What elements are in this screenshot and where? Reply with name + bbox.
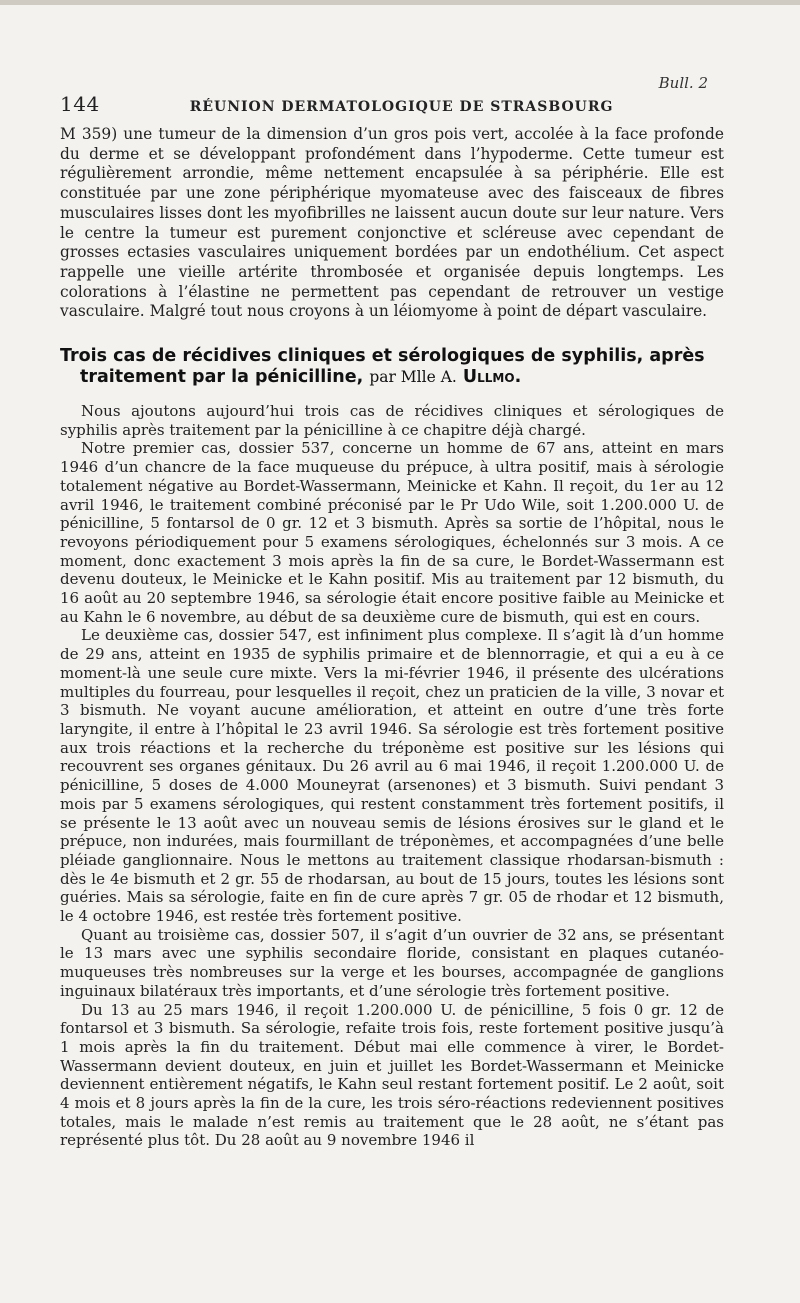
page-content bbox=[60, 125, 724, 1150]
top-paragraph: M 359) une tumeur de la dimension d’un gros pois vert, accolée à la face profonde du derme et se développant profondément dans l’hypoderme. Cette tumeur est régulièrement arrondie, même nettement encapsulée à sa périphérie. Elle est constituée par une zone périphérique myomateuse avec des faisceaux de fibres musculaires lisses dont les myofibrilles ne laissent aucun doute sur leur nature. Vers le centre la tumeur est purement conjonctive et scléreuse avec cependant de grosses ectasies vasculaires uniquement bordées par un endothélium. Cet aspect rappelle une vieille artérite thrombosée et organisée depuis longtemps. Les colorations à l’élastine ne permettent pas cependant de retrouver un vestige vasculaire. Malgré tout nous croyons à un léiomyome à point de départ vasculaire. bbox=[60, 125, 724, 321]
body-paragraph: Nous ajoutons aujourd’hui trois cas de récidives cliniques et sérologiques de syphilis après traitement par la pénicilline à ce chapitre déjà chargé. bbox=[60, 402, 724, 439]
bulletin-label: Bull. 2 bbox=[658, 74, 708, 92]
article-byline: par Mlle A. bbox=[369, 368, 457, 387]
article-author: Ullmo. bbox=[462, 367, 522, 388]
page-number: 144 bbox=[60, 92, 100, 116]
body-paragraph: Le deuxième cas, dossier 547, est infiniment plus complexe. Il s’agit là d’un homme de 29 ans, atteint en 1935 de syphilis primaire et de blennorragie, et qui a eu à ce moment-là une seule cure mixte. Vers la mi-février 1946, il présente des ulcérations multiples du fourreau, pour lesquelles il reçoit, chez un praticien de la ville, 3 novar et 3 bismuth. Ne voyant aucune amélioration, et atteint en outre d’une très forte laryngite, il entre à l’hôpital le 23 avril 1946. Sa sérologie est très fortement positive aux trois réactions et la recherche du tréponème est positive sur les lésions qui recouvrent ses organes génitaux. Du 26 avril au 6 mai 1946, il reçoit 1.200.000 U. de pénicilline, 5 doses de 4.000 Mouneyrat (arsenones) et 3 bismuth. Suivi pendant 3 mois par 5 examens sérologiques, qui restent constamment très fortement positifs, il se présente le 13 août avec un nouveau semis de lésions érosives sur le gland et le prépuce, non indurées, mais fourmillant de tréponèmes, et accompagnées d’une belle pléiade ganglionnaire. Nous le mettons au traitement classique rhodarsan-bismuth : dès le 4e bismuth et 2 gr. 55 de rhodarsan, au bout de 15 jours, toutes les lésions sont guéries. Mais sa sérologie, faite en fin de cure après 7 gr. 05 de rhodar et 12 bismuth, le 4 octobre 1946, est restée très fortement positive. bbox=[60, 626, 724, 926]
body-paragraph: Du 13 au 25 mars 1946, il reçoit 1.200.000 U. de pénicilline, 5 fois 0 gr. 12 de fontarsol et 3 bismuth. Sa sérologie, refaite trois fois, reste fortement positive jusqu’à 1 mois après la fin du traitement. Début mai elle commence à virer, le Bordet-Wassermann devient douteux, en juin et juillet les Bordet-Wassermann et Meinicke deviennent entièrement négatifs, le Kahn seul restant fortement positif. Le 2 août, soit 4 mois et 8 jours après la fin de la cure, les trois séro-réactions redeviennent positives totales, mais le malade n’est remis au traitement que le 28 août, ne s’étant pas représenté plus tôt. Du 28 août au 9 novembre 1946 il bbox=[60, 1000, 724, 1150]
page-top-edge bbox=[0, 0, 800, 5]
running-title: RÉUNION DERMATOLOGIQUE DE STRASBOURG bbox=[189, 99, 614, 115]
body-paragraph: Notre premier cas, dossier 537, concerne un homme de 67 ans, atteint en mars 1946 d’un chancre de la face muqueuse du prépuce, à ultra positif, mais à sérologie totalement négative au Bordet-Wassermann, Meinicke et Kahn. Il reçoit, du 1er au 12 avril 1946, le traitement combiné préconisé par le Pr Udo Wile, soit 1.200.000 U. de pénicilline, 5 fontarsol de 0 gr. 12 et 3 bismuth. Après sa sortie de l’hôpital, nous le revoyons périodiquement pour 5 examens sérologiques, échelonnés sur 3 mois. A ce moment, donc exactement 3 mois après la fin de sa cure, le Bordet-Wassermann est devenu douteux, le Meinicke et le Kahn positif. Mis au traitement par 12 bismuth, du 16 août au 20 septembre 1946, sa sérologie était encore positive faible au Meinicke et au Kahn le 6 novembre, au début de sa deuxième cure de bismuth, qui est en cours. bbox=[60, 439, 724, 626]
article-title bbox=[60, 346, 724, 388]
article-title-line-2: traitement par la pénicilline, par Mlle A. Ullmo. bbox=[80, 367, 522, 388]
body-paragraph: Quant au troisième cas, dossier 507, il s’agit d’un ouvrier de 32 ans, se présentant le 13 mars avec une syphilis secondaire floride, consistant en plaques cutanéo-muqueuses très nombreuses sur la verge et les bourses, accompagnée de ganglions inguinaux bilatéraux très importants, et d’une sérologie très fortement positive. bbox=[60, 925, 724, 1000]
previous-article-end bbox=[60, 125, 724, 322]
running-header bbox=[60, 92, 720, 116]
article-body bbox=[60, 402, 724, 1150]
article-title-line-1: Trois cas de récidives cliniques et sérologiques de syphilis, après bbox=[60, 346, 705, 367]
